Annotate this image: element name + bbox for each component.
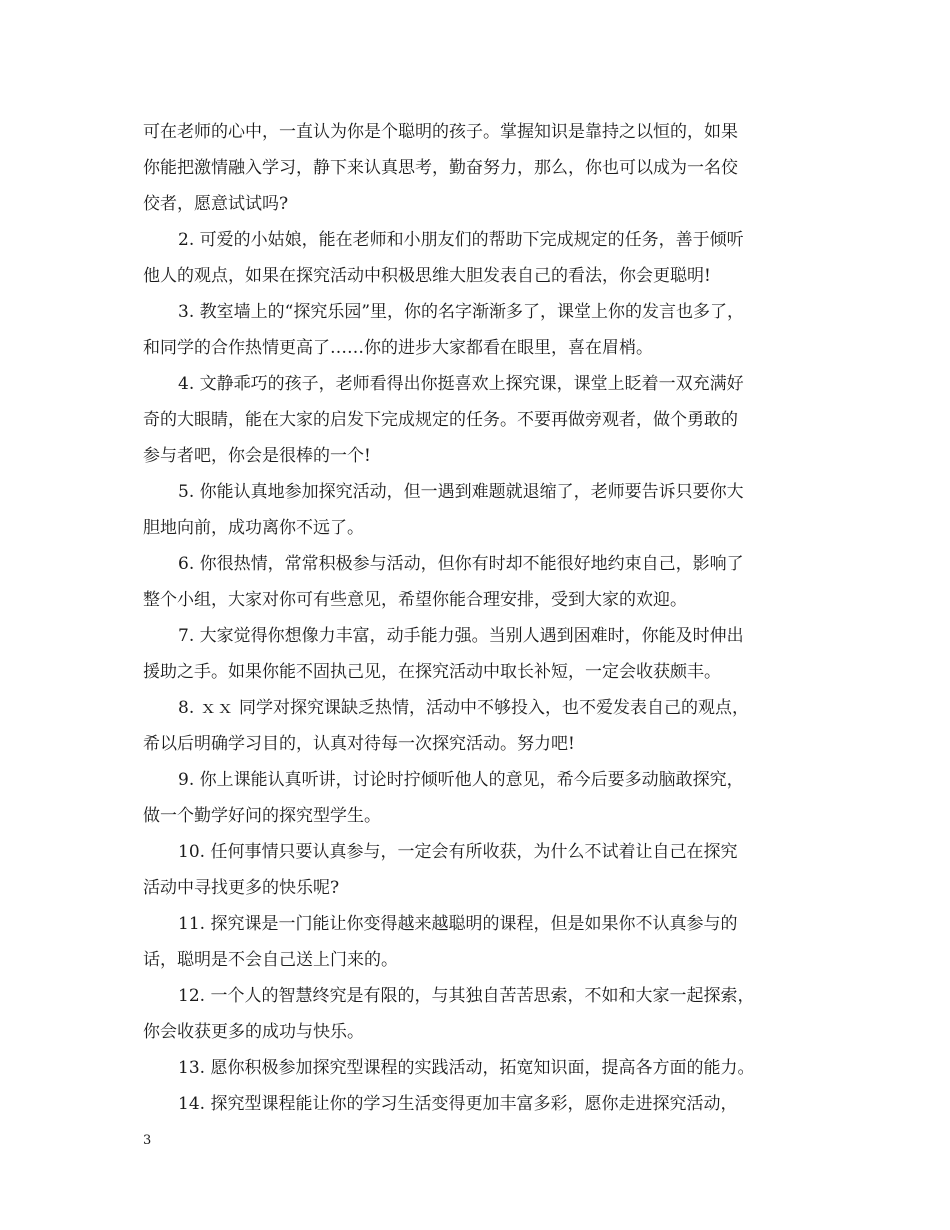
comment-2-line: 2. 可爱的小姑娘，能在老师和小朋友们的帮助下完成规定的任务，善于倾听	[178, 230, 744, 250]
comment-12-line: 12. 一个人的智慧终究是有限的，与其独自苦苦思索，不如和大家一起探索，	[178, 986, 755, 1006]
comment-11-line: 11. 探究课是一门能让你变得越来越聪明的课程，但是如果你不认真参与的	[178, 914, 738, 934]
text-line: 整个小组，大家对你可有些意见，希望你能合理安排，受到大家的欢迎。	[143, 590, 687, 610]
text-line: 可在老师的心中，一直认为你是个聪明的孩子。掌握知识是靠持之以恒的，如果	[143, 122, 738, 142]
text-line: 胆地向前，成功离你不远了。	[143, 518, 364, 538]
comment-6-line: 6. 你很热情，常常积极参与活动，但你有时却不能很好地约束自己，影响了	[178, 554, 744, 574]
text-line: 活动中寻找更多的快乐呢?	[143, 878, 340, 898]
text-line: 你会收获更多的成功与快乐。	[143, 1022, 364, 1042]
text-line: 和同学的合作热情更高了……你的进步大家都看在眼里，喜在眉梢。	[143, 338, 653, 358]
text-line: 话，聪明是不会自己送上门来的。	[143, 950, 398, 970]
text-line: 希以后明确学习目的，认真对待每一次探究活动。努力吧!	[143, 734, 575, 754]
comment-10-line: 10. 任何事情只要认真参与，一定会有所收获，为什么不试着让自己在探究	[178, 842, 738, 862]
comment-3-line: 3. 教室墙上的“探究乐园”里，你的名字渐渐多了，课堂上你的发言也多了，	[178, 302, 745, 322]
text-line: 佼者，愿意试试吗?	[143, 194, 289, 214]
comment-8-line: 8. ｘｘ 同学对探究课缺乏热情，活动中不够投入，也不爱发表自己的观点，	[178, 698, 750, 718]
comment-14-line: 14. 探究型课程能让你的学习生活变得更加丰富多彩，愿你走进探究活动，	[178, 1094, 738, 1114]
text-line: 他人的观点，如果在探究活动中积极思维大胆发表自己的看法，你会更聪明!	[143, 266, 711, 286]
comment-9-line: 9. 你上课能认真听讲，讨论时拧倾听他人的意见，希今后要多动脑敢探究，	[178, 770, 744, 790]
text-line: 你能把激情融入学习，静下来认真思考，勤奋努力，那么，你也可以成为一名佼	[143, 158, 738, 178]
comment-7-line: 7. 大家觉得你想像力丰富，动手能力强。当别人遇到困难时，你能及时伸出	[178, 626, 744, 646]
document-body	[143, 114, 813, 1122]
text-line: 参与者吧，你会是很棒的一个!	[143, 446, 371, 466]
text-line: 做一个勤学好问的探究型学生。	[143, 806, 381, 826]
page-number: 3	[143, 1133, 152, 1148]
comment-4-line: 4. 文静乖巧的孩子，老师看得出你挺喜欢上探究课，课堂上眨着一双充满好	[178, 374, 744, 394]
comment-13-line: 13. 愿你积极参加探究型课程的实践活动，拓宽知识面，提高各方面的能力。	[178, 1058, 755, 1078]
comment-5-line: 5. 你能认真地参加探究活动，但一遇到难题就退缩了，老师要告诉只要你大	[178, 482, 744, 502]
text-line: 奇的大眼睛，能在大家的启发下完成规定的任务。不要再做旁观者，做个勇敢的	[143, 410, 738, 430]
text-line: 援助之手。如果你能不固执己见，在探究活动中取长补短，一定会收获颇丰。	[143, 662, 721, 682]
